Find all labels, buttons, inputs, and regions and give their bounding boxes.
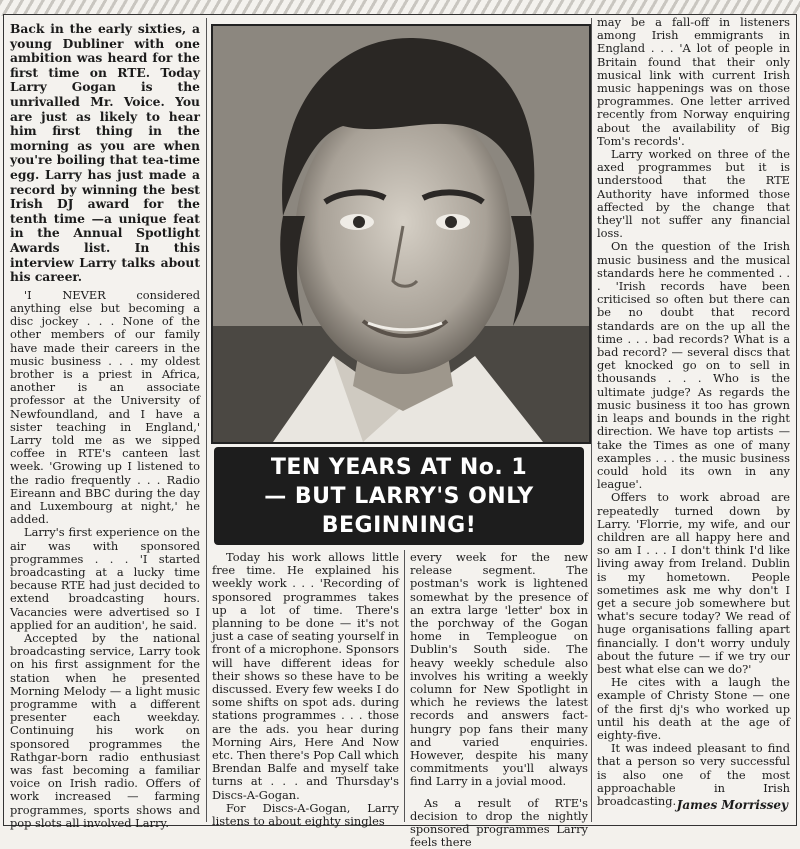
column-rule: [206, 18, 207, 822]
headline-box: [214, 447, 584, 545]
portrait-photo: [211, 24, 591, 444]
body-paragraph: Larry's first experience on the air was with sponsored programmes . . . 'I started broadcasting at a lucky time because RTE had just decided to extend broadcasting hours. Vacancies were advertised so I applied for an audition', he said.: [10, 525, 200, 632]
body-paragraph: Offers to work abroad are repeatedly turned down by Larry. 'Florrie, my wife, and our children are all happy here and so am I . . . I don't think I'd like living away from Ireland. Dublin is my hometown. People sometimes ask me why don't I get a secure job somewhere but what's secure today? We read of huge organisations falling apart financially. I don't worry unduly about the future — if we try our best what else can we do?': [597, 490, 790, 676]
body-paragraph: As a result of RTE's decision to drop the nightly sponsored programmes Larry feels there: [410, 795, 588, 849]
column-rule: [591, 18, 592, 822]
headline-line: — BUT LARRY'S ONLY: [264, 483, 534, 509]
body-paragraph: On the question of the Irish music business and the musical standards here he commented . . . 'Irish records have been criticised so often but there can be no doubt that record standards are on the up all the time . . . bad records? What is a bad record? — several discs that get knocked go on to sell in thousands . . . Who is the ultimate judge? As regards the music business it too has grown in leaps and bounds in the right direction. We have top artists — take the Times as one of many examples . . . the music business could hold its own in any league'.: [597, 239, 790, 492]
body-paragraph: Accepted by the national broadcasting service, Larry took on his first assignment for the station when he presented Morning Melody — a light music programme with a different presenter each weekday. Continuing his work on sponsored programmes the Rathgar-born radio enthusiast was fast becoming a familiar voice on Irish radio. Offers of work increased — farming programmes, sports shows and pop slots all involved Larry.: [10, 630, 200, 830]
body-paragraph: He cites with a laugh the example of Christy Stone — one of the first dj's who worked up until his death at the age of eighty-five.: [597, 675, 790, 742]
intro-paragraph: Back in the early sixties, a young Dubliner with one ambition was heard for the first time on RTE. Today Larry Gogan is the unrivalled Mr. Voice. You are just as likely to hear him first thing in the morning as you are when you're boiling that tea-time egg. Larry has just made a record by winning the best Irish DJ award for the tenth time —a unique feat in the Annual Spotlight Awards list. In this interview Larry talks about his career.: [10, 21, 200, 285]
column-1: [10, 21, 200, 830]
portrait-illustration: [213, 26, 589, 442]
headline-line: BEGINNING!: [321, 512, 477, 538]
body-paragraph: may be a fall-off in listeners among Irish emmigrants in England . . . 'A lot of people in Britain found that their only musical link with current Irish music happenings was on those programmes. One letter arrived recently from Norway enquiring about the availability of Big Tom's records'.: [597, 15, 790, 148]
column-rule: [404, 550, 405, 822]
column-3: [410, 550, 588, 849]
column-2: [212, 550, 399, 829]
headline-line: TEN YEARS AT No. 1: [270, 454, 528, 480]
body-paragraph: For Discs-A-Gogan, Larry listens to about eighty singles: [212, 800, 399, 829]
byline: James Morrissey: [676, 798, 788, 812]
body-paragraph: every week for the new release segment. The postman's work is lightened somewhat by the presence of an extra large 'letter' box in the porchway of the Gogan home in Templeogue on Dublin's South side. The heavy weekly schedule also involves his writing a weekly column for New Spotlight in which he reviews the latest records and answers fact-hungry pop fans their many and varied enquiries. However, despite his many commitments you'll always find Larry in a jovial mood.: [410, 550, 588, 789]
body-paragraph: 'I NEVER considered anything else but becoming a disc jockey . . . None of the other members of our family have made their careers in the music business . . . my oldest brother is a priest in Africa, another is an associate professor at the University of Newfoundland, and I have a sister teaching in England,' Larry told me as we sipped coffee in RTE's canteen last week. 'Growing up I listened to the radio frequently . . . Radio Eireann and BBC during the day and Luxembourg at night,' he added.: [10, 287, 200, 527]
body-paragraph: It was indeed pleasant to find that a person so very successful is also one of the most approachable in Irish broadcasting.: [597, 741, 790, 808]
body-paragraph: Larry worked on three of the axed programmes but it is understood that the RTE Authority have informed those affected by the change that they'll not suffer any financial loss.: [597, 147, 790, 241]
body-paragraph: Today his work allows little free time. He explained his weekly work . . . 'Recording of sponsored programmes takes up a lot of time. There's planning to be done — it's not just a case of seating yourself in front of a microphone. Sponsors will have different ideas for their shows so these have to be discussed. Every few weeks I do some shifts on spot ads. during stations programmes . . . those are the ads. you hear during Morning Airs, Here And Now etc. Then there's Pop Call which Brendan Balfe and myself take turns at . . . and Thursday's Discs-A-Gogan.: [212, 550, 399, 802]
